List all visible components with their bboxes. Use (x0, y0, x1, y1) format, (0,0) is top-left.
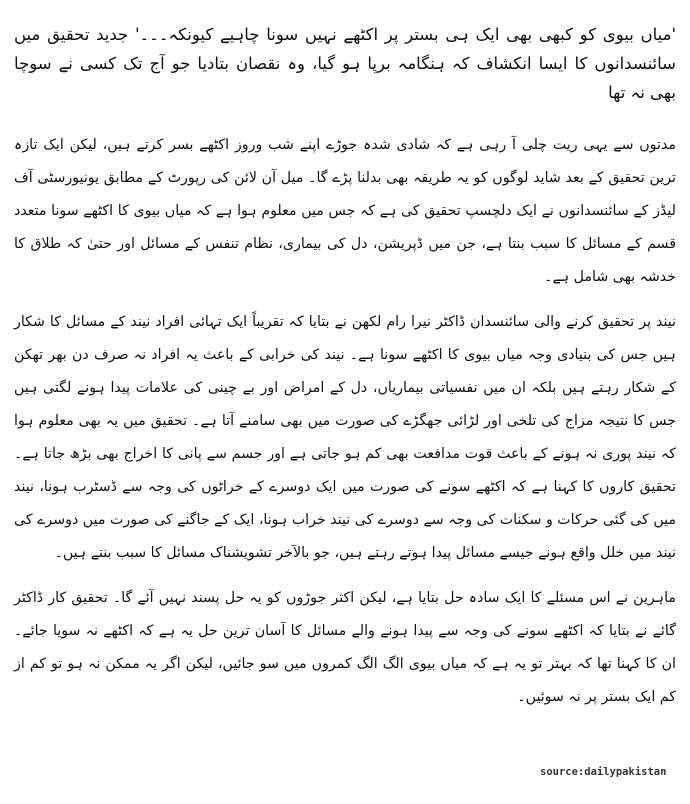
article-paragraph: ماہرین نے اس مسئلے کا ایک سادہ حل بتایا ہے، لیکن اکثر جوڑوں کو یہ حل پسند نہیں آئے گا۔ تحقیق کار ڈاکٹر گائے نے بتایا کہ اکٹھے سونے کی وجہ سے پیدا ہونے والے مسائل کا آسان ترین حل یہ ہے کہ اکٹھے نہ سویا جائے۔ ان کا کہنا تھا کہ بہتر تو یہ ہے کہ میاں بیوی الگ الگ کمروں میں سو جائیں، لیکن اگر یہ ممکن نہ ہو تو کم از کم ایک بستر پر نہ سوئیں۔ (14, 590, 676, 705)
article-paragraph: مدتوں سے یہی ریت چلی آ رہی ہے کہ شادی شدہ جوڑے اپنے شب وروز اکٹھے بسر کرتے ہیں، لیکن ایک تازہ ترین تحقیق کے بعد شاید لوگوں کو یہ طریقہ بھی بدلنا پڑے گا۔ میل آن لائن کی رپورٹ کے مطابق یونیورسٹی آف لیڈز کے سائنسدانوں نے ایک دلچسپ تحقیق کی ہے کہ جس میں معلوم ہوا ہے کہ میاں بیوی کا اکٹھے سونا متعدد قسم کے مسائل کا سبب بنتا ہے، جن میں ڈپریشن، دل کی بیماری، نظام تنفس کے مسائل اور حتیٰ کہ طلاق کا خدشہ بھی شامل ہے۔ (14, 137, 676, 285)
source-credit: source:dailypakistan (540, 766, 667, 778)
article-headline: 'میاں بیوی کو کبھی بھی ایک ہی بستر پر اکٹھے نہیں سونا چاہیے کیونکہ۔۔۔' جدید تحقیق میں سائنسدانوں کا ایسا انکشاف کہ ہنگامہ برپا ہو گیا، وہ نقصان بتادیا جو آج تک کسی نے سوچا بھی نہ تھا (14, 25, 676, 102)
article (14, 20, 676, 726)
article-paragraph: نیند پر تحقیق کرنے والی سائنسدان ڈاکٹر نیرا رام لکھن نے بتایا کہ تقریباً ایک تہائی افراد نیند کے مسائل کا شکار ہیں جس کی بنیادی وجہ میاں بیوی کا اکٹھے سونا ہے۔ نیند کی خرابی کے باعث یہ افراد نہ صرف دن بھر تھکن کے شکار رہتے ہیں بلکہ ان میں نفسیاتی بیماریاں، دل کے امراض اور بے چینی کی علامات پیدا ہونے لگتی ہیں جس کا نتیجہ مزاج کی تلخی اور لڑائی جھگڑے کی صورت میں بھی سامنے آتا ہے۔ تحقیق میں یہ بھی معلوم ہوا کہ نیند پوری نہ ہونے کے باعث قوت مدافعت بھی کم ہو جاتی ہے اور جسم سے پانی کا اخراج بھی بڑھ جاتا ہے۔ تحقیق کاروں کا کہنا ہے کہ اکٹھے سونے کی صورت میں ایک دوسرے کے خراٹوں کی وجہ سے ڈسٹرب ہونا، نیند میں کی گئی حرکات و سکنات کی وجہ سے دوسرے کی نیند خراب ہونا، ایک کے جاگنے کی صورت میں دوسرے کی نیند میں خلل واقع ہونے جیسے مسائل پیدا ہوتے رہتے ہیں، جو بالآخر تشویشناک مسائل کا سبب بنتے ہیں۔ (14, 314, 676, 561)
